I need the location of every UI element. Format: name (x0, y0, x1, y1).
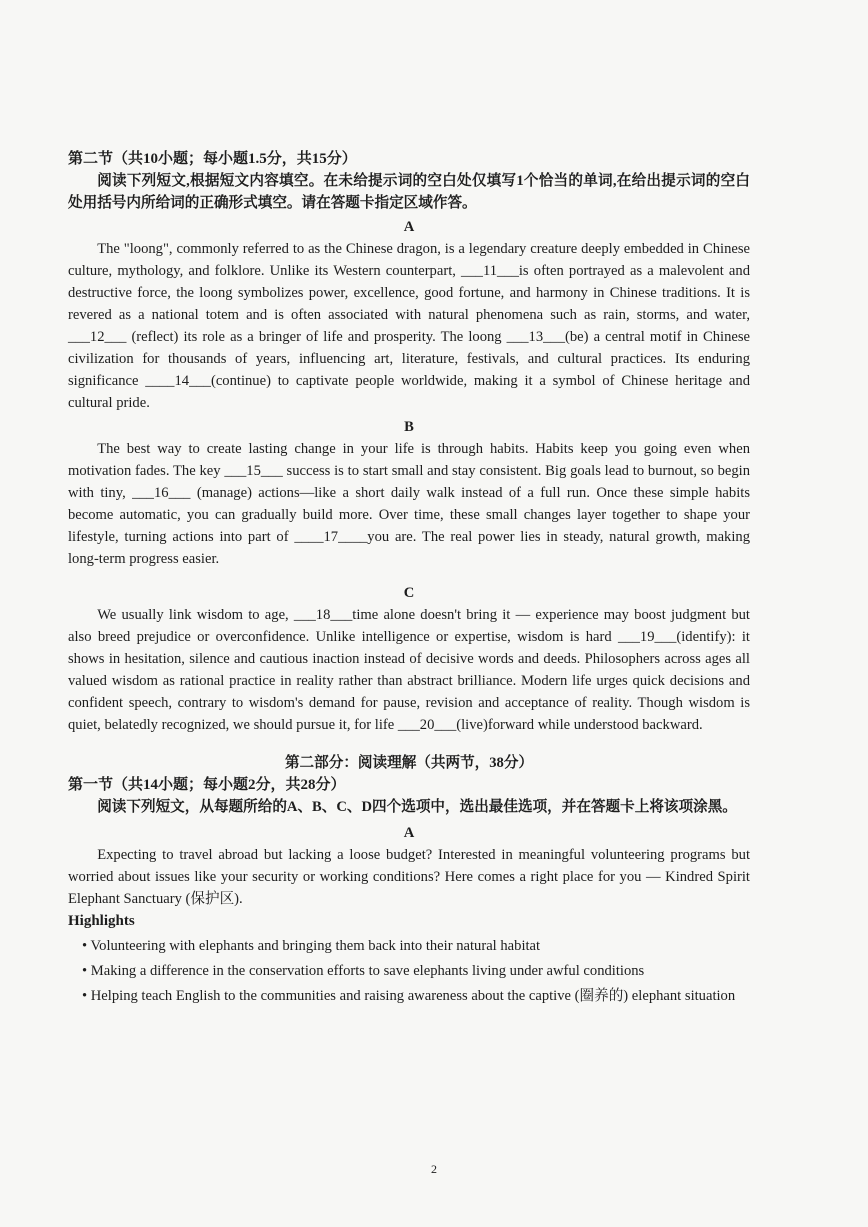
highlight-text: Volunteering with elephants and bringing them back into their natural habitat (90, 938, 541, 954)
section-instruction: 阅读下列短文,根据短文内容填空。在未给提示词的空白处仅填写1个恰当的单词,在给出提示词的空白处用括号内所给词的正确形式填空。请在答题卡指定区域作答。 (68, 173, 750, 211)
part-instruction: 阅读下列短文，从每题所给的A、B、C、D四个选项中，选出最佳选项，并在答题卡上将该项涂黑。 (97, 799, 737, 815)
highlight-text: Helping teach English to the communities and raising awareness about the captive (圈养的) elephant situation (90, 988, 736, 1004)
passage-label-c: C (403, 585, 415, 601)
highlight-item: • Making a difference in the conservation efforts to save elephants living under awful conditions (82, 963, 645, 979)
part-heading: 第二部分：阅读理解（共两节，38分） (284, 755, 534, 771)
passage-a-text: The "loong", commonly referred to as the Chinese dragon, is a legendary creature deeply embedded in Chinese culture, mythology, and folklore. Unlike its Western counterpart, ___11___is often portrayed as a malevolent and destructive force, the loong symbolizes power, excellence, good fortune, and harmony in Chinese traditions. It is revered as a national totem and is often associated with natural phenomena such as rain, storms, and water, ___12___ (reflect) its role as a bringer of life and prosperity. The loong ___13___(be) a central motif in Chinese civilization for thousands of years, influencing art, literature, festivals, and cultural practices. Its enduring significance ____14___(continue) to captivate people worldwide, making it a symbol of Chinese heritage and cultural pride. (68, 241, 750, 411)
reading-passage-label: A (403, 825, 415, 841)
highlight-text: Making a difference in the conservation efforts to save elephants living under awful conditions (90, 963, 645, 979)
passage-b-text: The best way to create lasting change in your life is through habits. Habits keep you going even when motivation fades. The key ___15___ success is to start small and stay consistent. Big goals lead to burnout, so begin with tiny, ___16___ (manage) actions—like a short daily walk instead of a full run. Once these simple habits become automatic, you can gradually build more. Over time, these small changes layer together to shape your lifestyle, turning actions into part of ____17____you are. The real power lies in steady, natural growth, making long-term progress easier. (68, 441, 750, 567)
part-subheading: 第一节（共14小题；每小题2分，共28分） (68, 777, 346, 793)
page-number: 2 (431, 1162, 437, 1176)
section-heading: 第二节（共10小题；每小题1.5分，共15分） (68, 151, 357, 167)
passage-c-text: We usually link wisdom to age, ___18___time alone doesn't bring it — experience may boost judgment but also breed prejudice or overconfidence. Unlike intelligence or expertise, wisdom is hard ___19___(identify): it shows in hesitation, silence and cautious inaction instead of decisive words and deeds. Philosophers across ages all valued wisdom as rational practice in reality rather than abstract brilliance. Modern life urges quick decisions and confident speech, contrary to wisdom's demand for pause, revision and acceptance of reality. Though wisdom is quiet, belatedly recognized, we should pursue it, for life ___20___(live)forward while understood backward. (68, 607, 750, 733)
highlights-title: Highlights (68, 913, 135, 929)
reading-intro: Expecting to travel abroad but lacking a loose budget? Interested in meaningful volunteering programs but worried about issues like your security or working conditions? Here comes a right place for you — Kindred Spirit Elephant Sanctuary (保护区). (68, 847, 750, 907)
passage-label-a: A (403, 219, 415, 235)
highlight-item: • Volunteering with elephants and bringing them back into their natural habitat (82, 938, 541, 954)
highlight-item: • Helping teach English to the communities and raising awareness about the captive (圈养的) elephant situation (82, 988, 736, 1004)
passage-label-b: B (404, 419, 414, 435)
exam-page (68, 148, 750, 1010)
